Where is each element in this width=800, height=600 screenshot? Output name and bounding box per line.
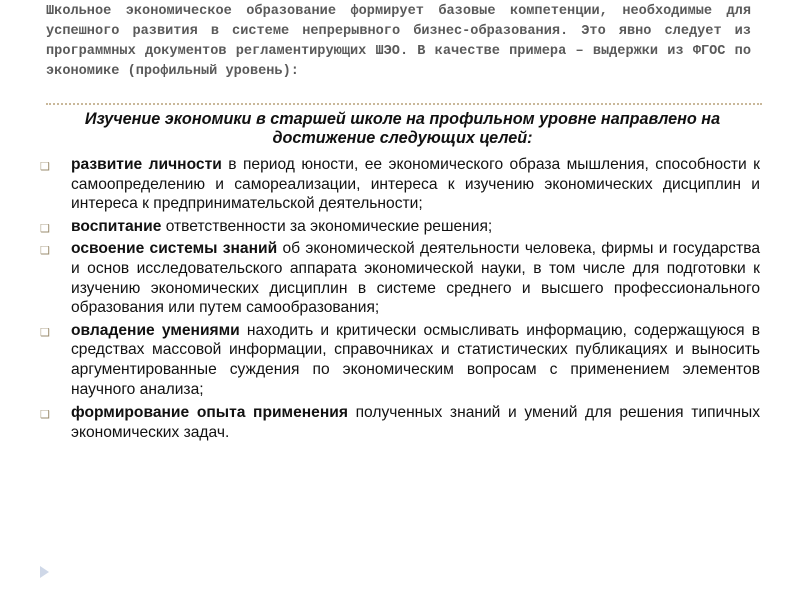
square-bullet-icon: ❑	[40, 161, 50, 173]
goal-text: ответственности за экономические решения;	[161, 217, 493, 235]
list-item	[40, 239, 760, 317]
slide-header: Школьное экономическое образование формирует базовые компетенции, необходимые для успешного развития в системе непрерывного бизнес-образования. Это явно следует из программных документов регламентирующих ШЭО. В качестве примера – выдержки из ФГОС по экономике (профильный уровень):	[46, 4, 751, 79]
list-item	[40, 321, 760, 399]
slide-subtitle: Изучение экономики в старшей школе на профильном уровне направлено на достижение следующих целей:	[84, 110, 721, 147]
goal-text: в период юности, ее экономического образа мышления, способности к самоопределению и самореализации, интереса к изучению экономических дисциплин и интереса к предпринимательской деятельности;	[71, 156, 760, 213]
square-bullet-icon: ❑	[40, 245, 50, 258]
goals-list	[40, 155, 760, 445]
goal-term: развитие личности	[71, 156, 222, 173]
list-item	[40, 217, 760, 237]
list-item	[40, 155, 760, 214]
goal-term: освоение системы знаний	[71, 240, 278, 258]
goal-text: об экономической деятельности человека, фирмы и государства и основ исследовательского аппарата экономической науки, в том числе для подготовки к изучению экономических дисциплин в системе среднего и высшего профессионального образования или путем самообразования;	[71, 240, 761, 317]
goal-term: овладение умениями	[71, 321, 240, 339]
goal-term: формирование опыта применения	[71, 404, 348, 422]
list-item	[40, 403, 760, 442]
square-bullet-icon: ❑	[40, 222, 50, 235]
square-bullet-icon: ❑	[40, 409, 50, 422]
goal-text: полученных знаний и умений для решения типичных экономических задач.	[71, 404, 761, 441]
goal-text: находить и критически осмысливать информацию, содержащуюся в средствах массовой информации, справочниках и статистических публикациях и выносить аргументированные суждения по экономическим вопросам с применением элементов научного анализа;	[71, 321, 760, 398]
goal-term: воспитание	[71, 217, 162, 235]
play-arrow-icon[interactable]	[40, 566, 49, 578]
square-bullet-icon: ❑	[40, 326, 50, 339]
header-divider	[46, 103, 762, 105]
